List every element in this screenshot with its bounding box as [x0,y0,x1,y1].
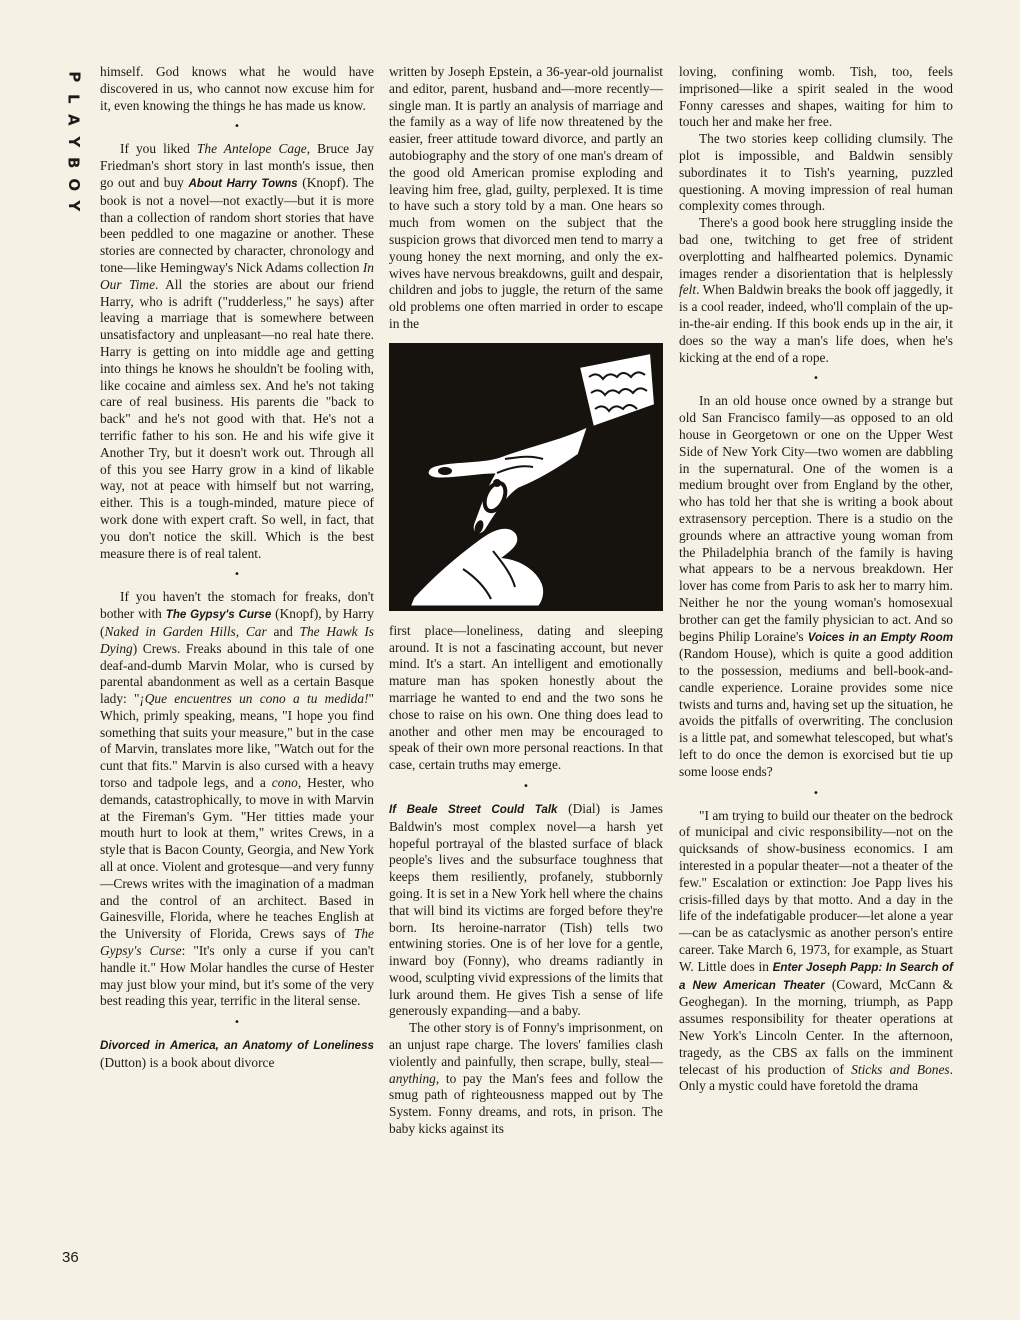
masthead-letter: P [64,71,83,83]
hands-ring-drawing [393,347,659,607]
book-title-italic: In Our Time [100,259,374,292]
section-separator: • [234,121,240,133]
play-title: Sticks and Bones [851,1061,950,1077]
column-3 [679,64,953,1095]
text: ) Crews. Freaks abound in this tale of one deaf-and-dumb Marvin Molar, who is cursed by parental abandonment as well as a certain Basque lady: " [100,640,374,707]
section-separator: • [234,569,240,581]
book-title-italic: The Gypsy's Curse [100,926,374,959]
book-title-italic: Naked in Garden Hills, Car [104,623,267,639]
text: (Dial) is James Baldwin's most complex novel—a harsh yet hopeful portrayal of the blasted surface of black people's lives and the subsurface toughness that keeps them resiliently, profanely, stubbornly going. It is set in a New York hell where the chains that will bind its victims are forged before they're born. Its heroine-narrator (Tish) tells two entwining stories. One is of her love for a gentle, inward boy (Fonny), who dreams radiantly in wood, sculpting vivid expressions of the limits that lurk around them. He gives Tish a sense of life generously expanding—and a baby. [389,800,664,1019]
column-1 [100,64,374,1072]
book-title: Voices in an Empty Room [807,630,953,644]
masthead-letter: Y [64,200,83,212]
text: If you haven't the stomach for freaks, don't bother with [100,589,374,622]
text: . Only a mystic could have foretold the drama [679,1061,953,1094]
text: (Knopf), by Harry ( [100,606,374,639]
masthead-letter: O [64,177,83,191]
paragraph [389,64,663,333]
column-2 [389,64,663,1138]
italic-word: anything [389,1070,436,1086]
review-divorced-in-america [100,1037,374,1072]
text: : "It's only a curse if you can't handle it." How Molar handles the curse of Hester may just blow your mind, but it's some of the very best reading this year, terrific in the literal sense. [100,943,374,1009]
section-separator: • [813,373,819,385]
page-number: 36 [62,1249,79,1266]
text: , to pay the Man's fees and follow the smug path of righteousness mapped out by The System. Fonny dreams, and rots, in prison. The baby kicks against its [389,1070,663,1137]
text: and [266,623,300,639]
spanish-phrase: ¡Que encuentres un cono a tu medida! [139,691,369,707]
text: "I am trying to build our theater on the bedrock of municipal and civic responsibility—not on the quicksands of show-business economics. I am interested in a popular theater—not a theater of the few." Escalation or extinction: Joe Papp lives his crisis-filled days by that motto. And a day in the life of the indefatigable producer—let alone a year—can be as cataclysmic as another person's entire career. Take March 6, 1973, for example, as Stuart W. Little does in [679,807,953,974]
paragraph [100,64,374,114]
text: himself. God knows what he would have discovered in us, who cannot now excuse him for it, even knowing the things he has made us know. [100,64,374,113]
text: The two stories keep colliding clumsily. The plot is impossible, and Baldwin sensibly subordinates it to Tish's yearning, puzzled questioning. A moving impression of real human complexity comes through. [679,131,953,214]
text: If you liked [120,141,197,157]
text: , Bruce Jay Friedman's short story in last month's issue, then go out and buy [100,141,374,190]
text: first place—loneliness, dating and sleeping around. It is not a fascinating account, but never mind. It's a start. An intelligent and emotionally mature man has spoken honestly about the marriage he wanted to end and the two sons he chose to raise on his own. One thing does lead to another and other men may be encouraged to speak of their own more personal reactions. In that case, certain truths may emerge. [389,622,663,773]
playboy-masthead [62,66,84,217]
paragraph [679,131,953,215]
text: (Random House), which is quite a good addition to the possession, mediums and bell-book-and-candle experience. Loraine provides some nice twists and turns and, having set up the situation, he avoids the pitfalls of overwriting. The conclusion is a little pat, and somewhat telescoped, but what's left to do once the demon is exorcised but tie up some loose ends? [679,646,953,779]
text: written by Joseph Epstein, a 36-year-old journalist and editor, parent, husband and—more recently—single man. It is partly an analysis of marriage and the family as a way of life now threatened by the easier, freer attitude toward divorce, and partly an autobiography and the story of one man's dream of the good old American promise exploding and leaving him free, glad, guilty, perplexed. It is time to have such a story told by a man. One hears so much from women on the subject that the suspicion grows that divorced men tend to marry a young honey the next morning, and only the ex-wives have nervous breakdowns, guilt and despair, children and jobs to juggle, the return of the same old problems one often married in order to escape in the [389,64,663,331]
paragraph [679,215,953,366]
review-about-harry-towns [100,141,374,562]
masthead-letter: B [64,157,83,169]
story-title: The Antelope Cage [196,141,307,157]
review-voices-in-an-empty-room [679,393,953,780]
text: (Coward, McCann & Geoghegan). In the morning, triumph, as Papp assumes responsibility for theater operations at New York's Lincoln Center. In the afternoon, tragedy, as the CBS ax falls on the imminent telecast of his production of [679,976,953,1077]
book-title: If Beale Street Could Talk [389,802,558,816]
paragraph [679,64,953,131]
book-title: The Gypsy's Curse [165,608,272,622]
masthead-letter: A [64,113,83,126]
section-separator: • [234,1017,240,1029]
paragraph [389,1020,663,1138]
spanish-word: cono [271,775,298,791]
text: " Which, primly speaking, means, "I hope you find something that suits your measure," but in the case of Marvin, translates more like, "Watch out for the cunt that fits." Marvin is also cursed with a heavy torso and tadpole legs, and a [100,691,374,791]
review-gypsys-curse [100,589,374,1010]
book-title: Divorced in America, an Anatomy of Loneliness [100,1039,374,1053]
text: , Hester, who demands, catastrophically, to move in with Marvin at the Fireman's Gym. "Her titties made your mouth hurt to look at them," writes Crews, in a style that is Bacon County, Georgia, and New York all at once. Violent and grotesque—and very funny—Crews writes with the imagination of a madman and the control of an architect. Based in Gainesville, Florida, where he teaches English at the University of Florida, Crews says of [100,775,374,942]
masthead-letter: L [64,93,83,104]
text: In an old house once owned by a strange but old San Francisco family—as opposed to an old house in Georgetown or one on the Upper West Side of New York City—two women are dabbling in the supernatural. One of the women is a medium brought over from England by the other, who has told her that she is writing a book about extrasensory perception. There is a studio on the grounds where an attractive young woman from the Philadelphia branch of the family is having what appears to be a nervous breakdown. Her lover has come from Paris to ask her to marry him. Neither he nor the young woman's homosexual brother can get the family physician to act. And so begins Philip Loraine's [679,393,953,644]
hand-placing-ring-on-finger-illustration [389,343,663,611]
book-title: About Harry Towns [188,176,298,190]
book-title-italic: The Hawk Is Dying [100,623,374,656]
review-beale-street [389,801,663,1020]
book-title: Enter Joseph Papp: In Search of a New American Theater [679,960,953,992]
text: There's a good book here struggling inside the bad one, twitching to get free of strident overplotting and halfhearted polemics. Dynamic images render a disorientation that is helplessly [679,215,953,281]
text: The other story is of Fonny's imprisonment, on an unjust rape charge. The lovers' families clash violently and painfully, then scrape, bully, steal— [389,1020,663,1069]
text: loving, confining womb. Tish, too, feels imprisoned—like a spirit sealed in the wood Fonny caresses and shapes, waiting for him to touch her and make her free. [679,64,953,130]
paragraph [389,623,663,774]
masthead-letter: Y [64,135,83,147]
section-separator: • [523,780,529,792]
italic-word: felt [679,282,697,298]
fingernail [438,467,452,475]
section-separator: • [813,787,819,799]
text: . When Baldwin breaks the book off jaggedly, it is a cool reader, indeed, who'll complain of the up-in-the-air ending. If this book ends up in the air, it does so the way a man's life does, when he's kicking at the end of a rope. [679,282,953,365]
text: (Dutton) is a book about divorce [100,1055,275,1071]
review-enter-joseph-papp [679,808,953,1096]
text: (Knopf). The book is not a novel—not exactly—but it is more than a collection of random short stories that have been peddled to one magazine or another. These stories are connected by character, chronology and tone—like Hemingway's Nick Adams collection [100,174,374,275]
text: . All the stories are about our friend Harry, who is adrift ("rudderless," he says) after leaving a marriage that is somewhere between unsatisfactory and unpleasant—no real hate there. Harry is getting on into middle age and getting into things he knows he shouldn't be fooling with, like cocaine and aimless sex. And he's not taking care of real business. His parents die "back to back" and he's not good with that. He's not a terrific father to his son. He and his wife give it Another Try, but it doesn't work out. Through all of this you see Harry grow in a kind of likable way, not at peace with himself but not warring, either. This is a tough-minded, mature piece of work done with expert craft. So well, in fact, that you don't notice the skill. Which is the best measure there is of real talent. [100,276,374,561]
